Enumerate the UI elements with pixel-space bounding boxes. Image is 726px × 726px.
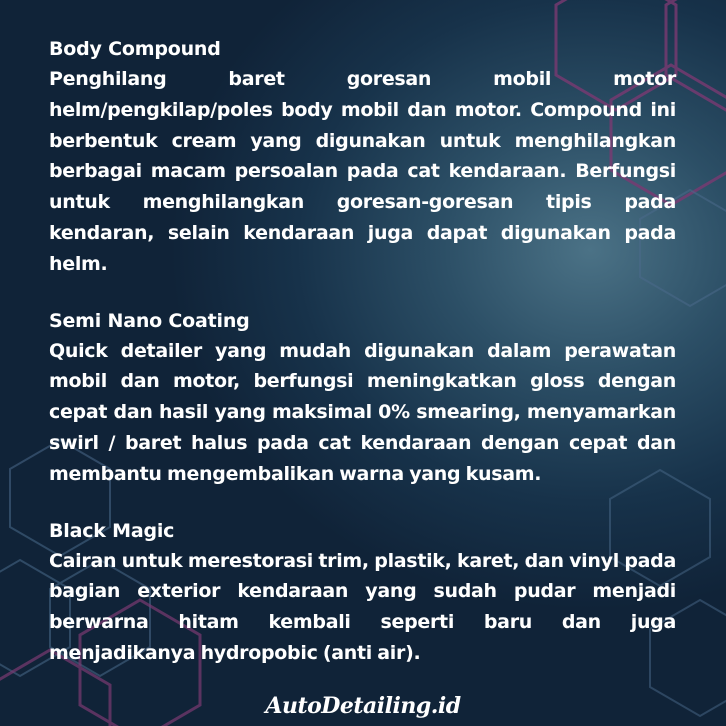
section-black-magic <box>49 517 676 669</box>
section-description: Penghilang baret goresan mobil motor helm/pengkilap/poles body mobil dan motor. Compound ini berbentuk cream yang digunakan untuk menghilangkan berbagai macam persoalan pada cat kendaraan. Berfungsi untuk menghilangkan goresan-goresan tipis pada kendaran, selain kendaraan juga dapat digunakan pada helm. <box>49 68 676 275</box>
content-area <box>49 35 676 696</box>
section-semi-nano-coating <box>49 307 676 490</box>
section-heading: Body Compound <box>49 38 221 60</box>
section-heading: Black Magic <box>49 519 175 542</box>
section-description: Quick detailer yang mudah digunakan dalam perawatan mobil dan motor, berfungsi meningkatkan gloss dengan cepat dan hasil yang maksimal 0% smearing, menyamarkan swirl / baret halus pada cat kendaraan dengan cepat dan membantu mengembalikan warna yang kusam. <box>49 339 676 485</box>
brand-logo-text: AutoDetailing.id <box>265 693 461 719</box>
section-body-compound <box>49 35 676 280</box>
section-heading: Semi Nano Coating <box>49 309 250 332</box>
section-description: Cairan untuk merestorasi trim, plastik, karet, dan vinyl pada bagian exterior kendaraan yang sudah pudar menjadi berwarna hitam kembali seperti baru dan juga menjadikanya hydropobic (anti air). <box>49 549 676 664</box>
